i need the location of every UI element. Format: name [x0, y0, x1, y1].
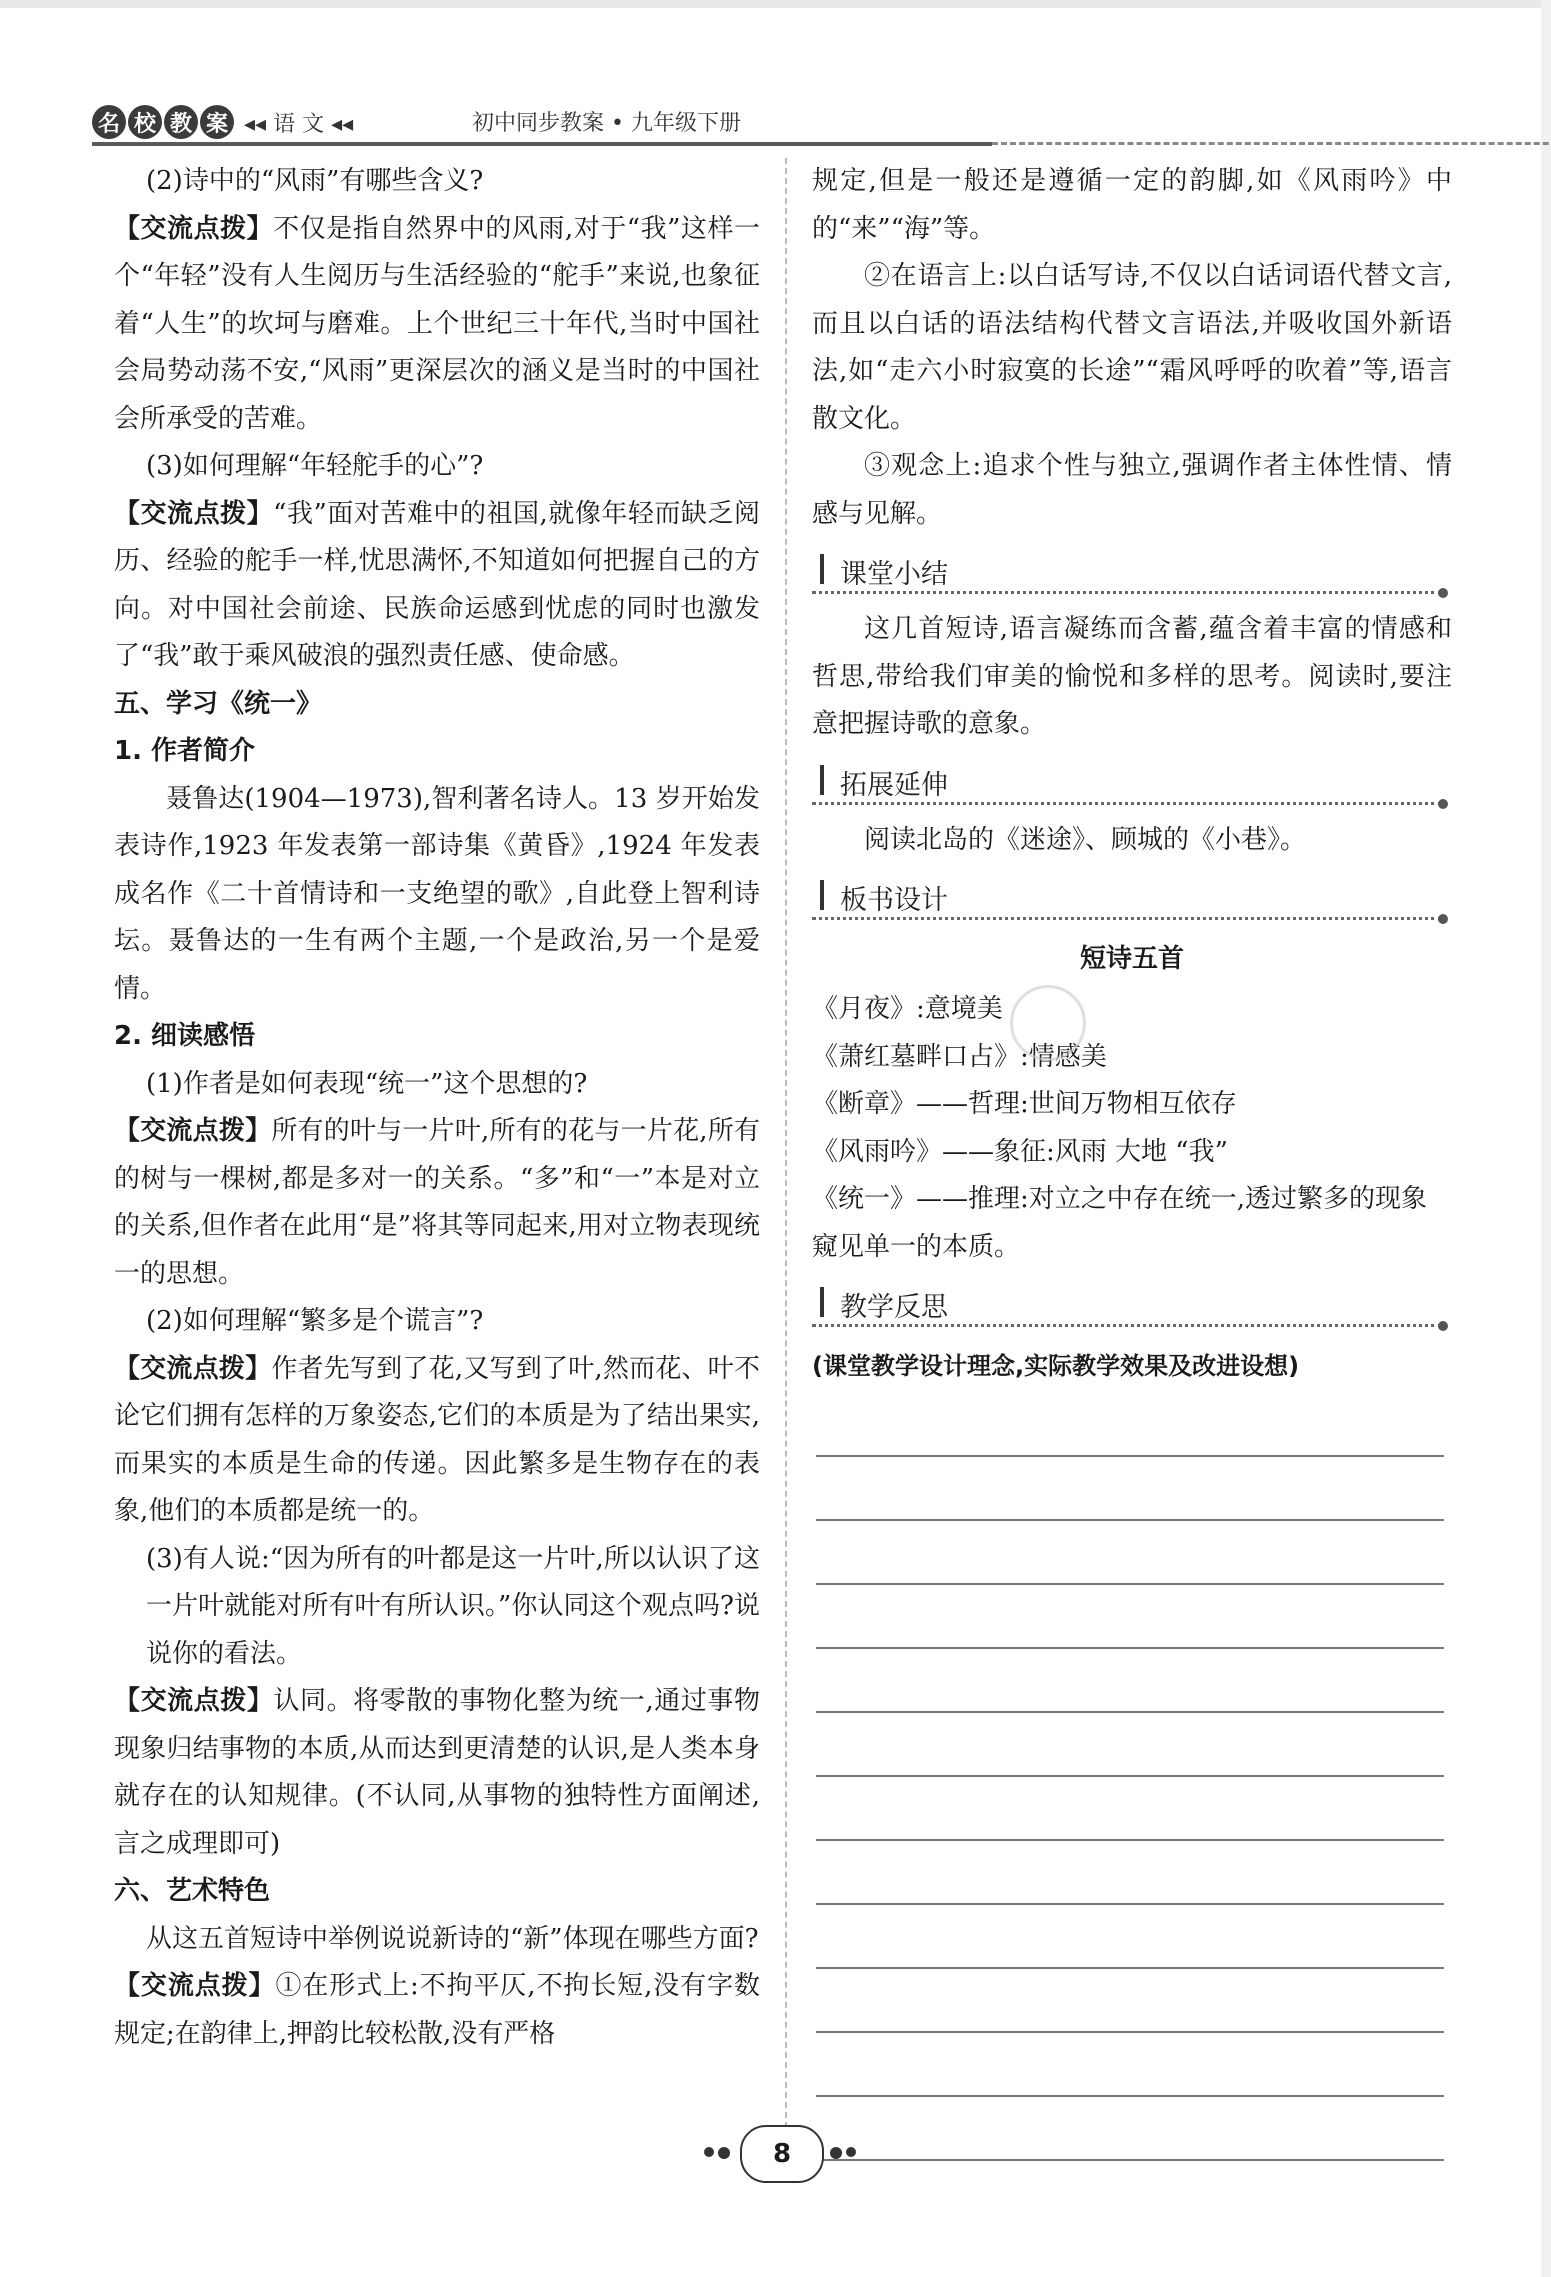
answer-text: 所有的叶与一片叶,所有的花与一片花,所有的树与一棵树,都是多对一的关系。“多”和“一”本是对立的关系,但作者在此用“是”将其等同起来,用对立物表现统一的思想。: [114, 1116, 760, 1289]
extension-text: 阅读北岛的《迷途》、顾城的《小巷》。: [864, 824, 1307, 855]
writing-line: [816, 1521, 1444, 1585]
brand-char: 案: [200, 105, 234, 139]
answer-label: 【交流点拨】: [114, 1971, 276, 2001]
section-title: 板书设计: [840, 885, 948, 916]
page-header: [92, 102, 1512, 146]
writing-line: [816, 1649, 1444, 1713]
section-title: 拓展延伸: [840, 769, 948, 801]
writing-line: [816, 1841, 1444, 1905]
brand-char: 教: [164, 105, 198, 139]
section-dot: [1438, 588, 1448, 598]
left-column: [114, 158, 760, 2058]
subject-label: ◂◂ 语 文 ◂◂: [244, 111, 354, 137]
section-rule: [812, 802, 1442, 805]
section-rule: [812, 591, 1442, 594]
section-bar-extension: [812, 755, 1452, 809]
continued-answer: ②在语言上:以白话写诗,不仅以白话词语代替文言,而且以白话的语法结构代替文言语法,并吸收国外新语法,如“走六小时寂寞的长途”“霜风呼呼的吹着”等,语言散文化。: [812, 261, 1452, 434]
answer-label: 【交流点拨】: [114, 213, 274, 244]
board-line: 《断章》——哲理:世间万物相互依存: [812, 1089, 1237, 1119]
board-heading: 短诗五首: [1079, 944, 1184, 974]
page-number: 8: [740, 2125, 824, 2183]
section-dot: [1438, 799, 1448, 809]
header-rule: [92, 142, 992, 146]
header-dashed-rule: [992, 142, 1551, 145]
answer-text: “我”面对苦难中的祖国,就像年轻而缺乏阅历、经验的舵手一样,忧思满怀,不知道如何把握自己的方向。对中国社会前途、民族命运感到忧虑的同时也激发了“我”敢于乘风破浪的强烈责任感、使命感。: [114, 498, 760, 671]
section-heading: 五、学习《统一》: [114, 688, 323, 719]
section-dot: [1438, 1321, 1448, 1331]
summary-text: 这几首短诗,语言凝练而含蓄,蕴含着丰富的情感和哲思,带给我们审美的愉悦和多样的思考。阅读时,要注意把握诗歌的意象。: [812, 614, 1452, 739]
footer-dot-icon: [718, 2147, 730, 2159]
reflection-note: (课堂教学设计理念,实际教学效果及改进设想): [812, 1352, 1300, 1380]
footer-dot-icon: [846, 2147, 856, 2157]
answer-paragraph: [114, 491, 760, 681]
book-title: 初中同步教案 • 九年级下册: [472, 111, 741, 136]
writing-line: [816, 1457, 1444, 1521]
answer-text: ①在形式上:不拘平仄,不拘长短,没有字数规定;在韵律上,押韵比较松散,没有严格: [114, 1971, 760, 2049]
answer-label: 【交流点拨】: [114, 1116, 272, 1146]
section-tick: [820, 765, 824, 795]
writing-line: [816, 1585, 1444, 1649]
writing-line: [816, 2033, 1444, 2097]
right-column: [812, 158, 1452, 2161]
answer-text: 作者先写到了花,又写到了叶,然而花、叶不论它们拥有怎样的万象姿态,它们的本质是为了结出果实,而果实的本质是生命的传递。因此繁多是生物存在的表象,他们的本质都是统一的。: [114, 1353, 760, 1526]
writing-line: [816, 1777, 1444, 1841]
section-title: 教学反思: [840, 1292, 948, 1323]
writing-line: [816, 1713, 1444, 1777]
footer-dot-icon: [830, 2147, 842, 2159]
section-heading: 六、艺术特色: [114, 1876, 271, 1906]
board-line: 《统一》——推理:对立之中存在统一,透过繁多的现象窥见单一的本质。: [812, 1184, 1428, 1262]
question: (2)诗中的“风雨”有哪些含义?: [146, 166, 484, 196]
question: 从这五首短诗中举例说说新诗的“新”体现在哪些方面?: [146, 1923, 759, 1954]
section-bar-board: [812, 870, 1452, 924]
footer-dot-icon: [704, 2147, 714, 2157]
section-dot: [1438, 914, 1448, 924]
question: (2)如何理解“繁多是个谎言”?: [146, 1306, 484, 1336]
writing-line: [816, 1969, 1444, 2033]
section-tick: [820, 554, 824, 584]
subsection-heading: 1. 作者简介: [114, 736, 256, 766]
answer-paragraph: [114, 1346, 760, 1536]
scan-top-border: [0, 0, 1551, 8]
subsection-heading: 2. 细读感悟: [114, 1021, 256, 1051]
writing-line: [816, 1905, 1444, 1969]
author-bio: 聂鲁达(1904—1973),智利著名诗人。13 岁开始发表诗作,1923 年发表第一部诗集《黄昏》,1924 年发表成名作《二十首情诗和一支绝望的歌》,自此登上智利诗坛。聂鲁达的一生有两个主题,一个是政治,另一个是爱情。: [114, 783, 760, 1004]
answer-paragraph: [114, 206, 760, 444]
page-footer: [690, 2125, 870, 2185]
continued-answer: 规定,但是一般还是遵循一定的韵脚,如《风雨吟》中的“来”“海”等。: [812, 166, 1452, 244]
continued-answer: ③观念上:追求个性与独立,强调作者主体性情、情感与见解。: [812, 451, 1452, 529]
question: (3)有人说:“因为所有的叶都是这一片叶,所以认识了这一片叶就能对所有叶有所认识。”你认同这个观点吗?说说你的看法。: [146, 1543, 760, 1669]
board-line: 《萧红墓畔口占》:情感美: [812, 1041, 1107, 1072]
writing-line: [816, 1393, 1444, 1457]
section-title: 课堂小结: [840, 559, 948, 590]
section-bar-summary: [812, 544, 1452, 598]
answer-text: 认同。将零散的事物化整为统一,通过事物现象归结事物的本质,从而达到更清楚的认识,是人类本身就存在的认知规律。(不认同,从事物的独特性方面阐述,言之成理即可): [114, 1686, 760, 1859]
scan-right-border: [1541, 0, 1551, 2277]
section-tick: [820, 1287, 824, 1317]
brand-char: 校: [128, 105, 162, 139]
board-line: 《月夜》:意境美: [812, 994, 1003, 1024]
section-bar-reflection: [812, 1277, 1452, 1331]
board-line: 《风雨吟》——象征:风雨 大地 “我”: [812, 1136, 1228, 1167]
question: (1)作者是如何表现“统一”这个思想的?: [146, 1068, 588, 1099]
answer-text: 不仅是指自然界中的风雨,对于“我”这样一个“年轻”没有人生阅历与生活经验的“舵手”来说,也象征着“人生”的坎坷与磨难。上个世纪三十年代,当时中国社会局势动荡不安,“风雨”更深层次的涵义是当时的中国社会所承受的苦难。: [114, 213, 760, 434]
watermark-stamp-icon: [1010, 985, 1086, 1061]
brand-char: 名: [92, 105, 126, 139]
answer-paragraph: [114, 1963, 760, 2058]
question: (3)如何理解“年轻舵手的心”?: [146, 451, 484, 481]
answer-label: 【交流点拨】: [114, 498, 274, 529]
answer-paragraph: [114, 1678, 760, 1868]
brand-logo: [92, 102, 353, 142]
answer-label: 【交流点拨】: [114, 1686, 274, 1716]
answer-label: 【交流点拨】: [114, 1353, 272, 1384]
section-tick: [820, 880, 824, 910]
section-rule: [812, 1324, 1442, 1327]
answer-paragraph: [114, 1108, 760, 1298]
column-divider: [785, 158, 787, 2128]
section-rule: [812, 917, 1442, 920]
writing-line: [816, 2097, 1444, 2161]
writing-lines: [812, 1393, 1452, 2161]
